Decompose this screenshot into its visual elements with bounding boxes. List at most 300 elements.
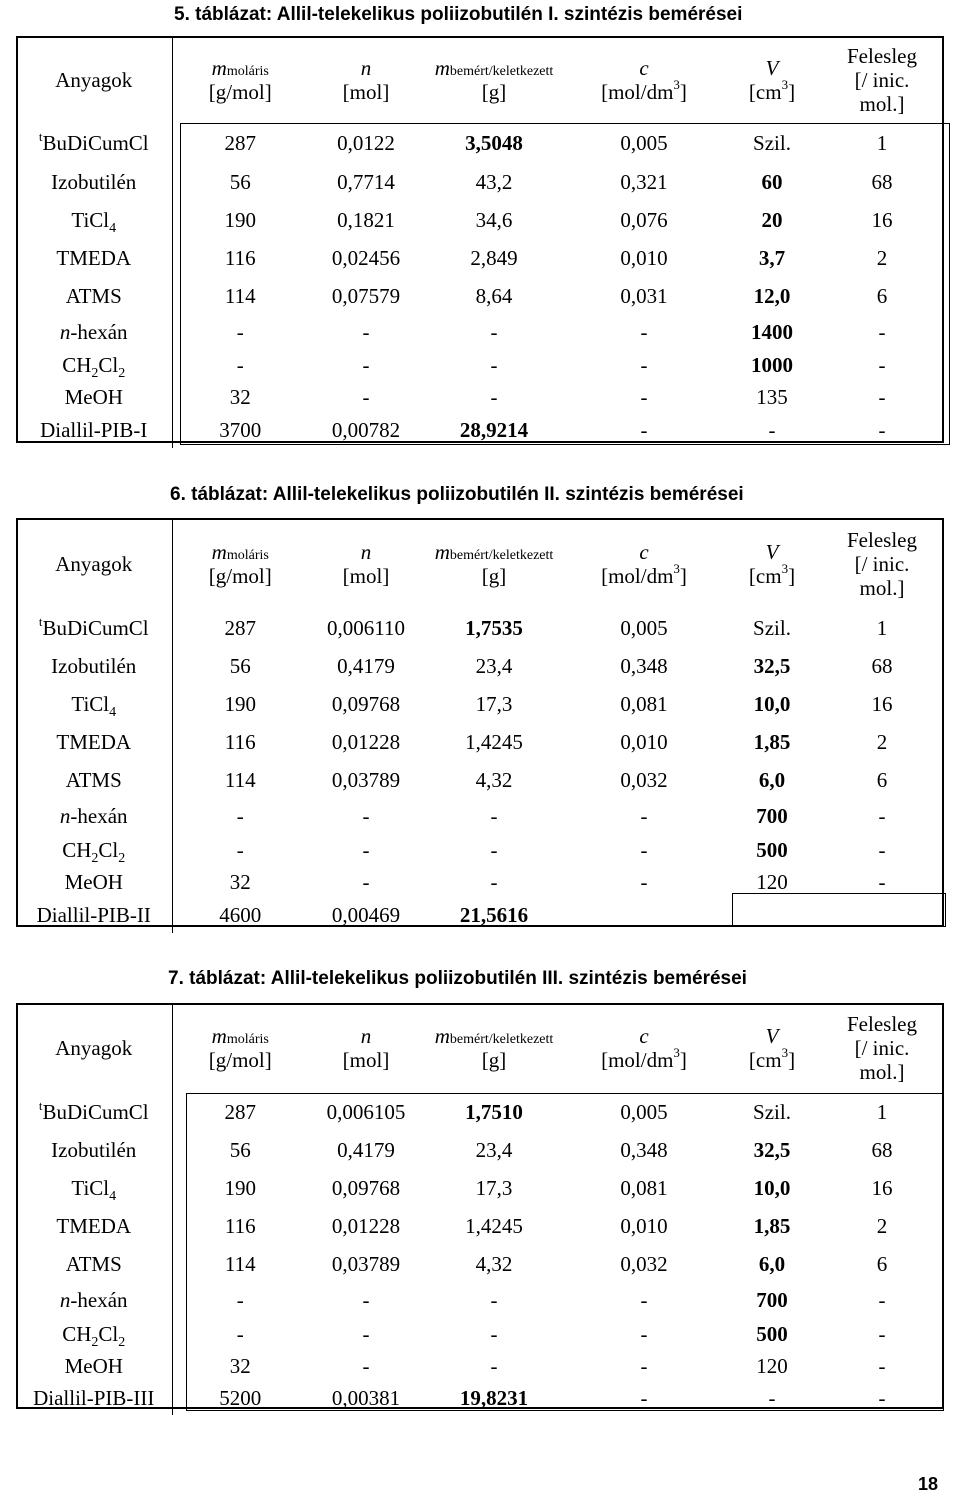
table-row (16, 1208, 944, 1246)
row-name-cell (16, 1132, 172, 1170)
row-name-cell (16, 1351, 172, 1383)
table-cell: 0,081 (620, 1176, 668, 1201)
table-cell: 2 (876, 1214, 888, 1239)
row-name-ticl4-sub: 4 (109, 705, 117, 721)
row-name-cell (16, 762, 172, 800)
header-c-unit-close: ] (679, 80, 687, 104)
table-row (16, 240, 944, 278)
header-m-letter: m (211, 55, 227, 80)
table-cell: - (878, 1321, 886, 1346)
table-cell: 1,85 (753, 1214, 791, 1239)
table-cell: 32 (229, 870, 251, 895)
table-row (16, 1318, 944, 1351)
header-felesleg-unit: [/ inic. (854, 1035, 910, 1060)
table-cell: 0,01228 (331, 730, 401, 755)
table-row (16, 164, 944, 202)
table-cell: 4600 (219, 903, 262, 928)
table-cell: - (236, 804, 244, 829)
table-cell: 0,01228 (331, 1214, 401, 1239)
table-cell: 17,3 (475, 692, 513, 717)
row-name-cell (16, 124, 172, 164)
header-cell (308, 518, 424, 610)
header-v-sup: 3 (781, 561, 789, 576)
table-cell: 1,7535 (465, 616, 523, 641)
table-cell: 34,6 (475, 208, 513, 233)
header-cell (424, 518, 564, 610)
table-cell: 0,09768 (331, 692, 401, 717)
table-cell: - (878, 385, 886, 410)
page-number: 18 (918, 1474, 939, 1494)
header-c-unit: [mol/dm (601, 564, 674, 588)
table-caption: 5. táblázat: Allil-telekelikus poliizobutilén I. szintézis bemérései (174, 4, 743, 25)
row-name-budicumcl: BuDiCumCl (42, 1099, 149, 1124)
table-cell: - (878, 352, 886, 377)
header-cell (564, 36, 724, 124)
header-felesleg: Felesleg (847, 527, 917, 552)
table-cell: - (878, 837, 886, 862)
table-cell: - (490, 1354, 498, 1379)
table-cell: - (490, 1288, 498, 1313)
row-name-ch2cl2: CH (62, 352, 92, 377)
table-cell: 116 (224, 1214, 256, 1239)
table-cell: 1,7510 (465, 1099, 523, 1124)
row-name-atms: ATMS (65, 768, 122, 793)
table-cell: - (640, 1288, 648, 1313)
header-cell (16, 518, 172, 610)
table-cell: 120 (756, 870, 788, 895)
table-cell: 1,85 (753, 730, 791, 755)
table-cell: 287 (224, 131, 256, 156)
table-cell: 0,076 (620, 208, 668, 233)
table-cell: 287 (224, 616, 256, 641)
table-cell: 23,4 (475, 654, 513, 679)
table-cell: 0,032 (620, 1252, 668, 1277)
row-name-ticl4: TiCl (71, 208, 110, 233)
header-cell (172, 1003, 308, 1093)
row-name-budicumcl: BuDiCumCl (42, 616, 149, 641)
table-cell: 4,32 (475, 768, 513, 793)
table-row (16, 610, 944, 648)
table-cell: 32 (229, 385, 251, 410)
header-c-unit: [mol/dm (601, 1048, 674, 1072)
table-row (16, 124, 944, 164)
table-cell: 0,00782 (331, 418, 401, 443)
table-row (16, 1093, 944, 1132)
table-cell: 43,2 (475, 170, 513, 195)
table-cell: 0,031 (620, 284, 668, 309)
table-cell: 190 (224, 1176, 256, 1201)
header-anyagok: Anyagok (55, 1035, 133, 1060)
table-cell: - (878, 1354, 886, 1379)
table-cell: 6 (876, 768, 888, 793)
table-cell: 0,010 (620, 246, 668, 271)
table-cell: - (490, 352, 498, 377)
table-cell: 0,005 (620, 1099, 668, 1124)
table-cell: - (362, 352, 370, 377)
header-cell (724, 36, 820, 124)
table-cell: 0,4179 (337, 1138, 395, 1163)
table-cell: 700 (756, 1288, 788, 1313)
table-cell: 0,032 (620, 768, 668, 793)
table-cell: 0,005 (620, 131, 668, 156)
header-v-unit: [cm (748, 564, 782, 588)
table-cell: 190 (224, 208, 256, 233)
row-name-ch2-sub: 2 (91, 850, 99, 866)
header-m-molaris-sub: moláris (226, 1031, 269, 1047)
table-row (16, 867, 944, 899)
header-c-sup: 3 (673, 561, 680, 576)
table-cell: - (640, 870, 648, 895)
row-name-ch2cl2: CH (62, 1321, 92, 1346)
table-cell: 0,010 (620, 1214, 668, 1239)
table-cell: 1 (876, 1099, 888, 1124)
data-table (16, 36, 945, 448)
header-cell (308, 36, 424, 124)
header-cell (724, 1003, 820, 1093)
header-c-letter: c (639, 1023, 649, 1048)
table-cell: - (878, 319, 886, 344)
table-cell: 2 (876, 246, 888, 271)
table-cell: 700 (756, 804, 788, 829)
table-cell: 287 (224, 1099, 256, 1124)
table-cell: 2 (876, 730, 888, 755)
header-felesleg: Felesleg (847, 43, 917, 68)
table-cell: - (640, 385, 648, 410)
table-cell: - (362, 319, 370, 344)
row-name-ch2cl2: CH (62, 837, 92, 862)
table-cell (564, 899, 724, 933)
row-name-cell (16, 648, 172, 686)
header-v-unit: [cm (748, 1048, 782, 1072)
row-name-cl: Cl (98, 837, 119, 862)
row-name-cell (16, 240, 172, 278)
header-n-letter: n (360, 1023, 372, 1048)
row-name-tmeda: TMEDA (56, 246, 132, 271)
row-name-meoh: MeOH (64, 870, 123, 895)
table-cell (724, 899, 820, 933)
table-cell: 1400 (751, 319, 793, 344)
row-name-cl2-sub: 2 (118, 365, 126, 381)
table-row (16, 382, 944, 414)
table-caption: 7. táblázat: Allil-telekelikus poliizobutilén III. szintézis bemérései (168, 968, 747, 989)
header-v-letter: V (765, 1023, 779, 1048)
header-m-bemert-sub: bemért/keletkezett (449, 1031, 554, 1047)
table-cell: 0,02456 (331, 246, 401, 271)
row-name-hexan-n: n (59, 1288, 71, 1313)
table-cell: - (362, 1354, 370, 1379)
row-name-cell (16, 1318, 172, 1351)
row-name-cell (16, 686, 172, 724)
table-cell: - (236, 319, 244, 344)
header-v-sup: 3 (781, 77, 789, 92)
table-cell: - (878, 804, 886, 829)
header-v-unit: [cm (748, 80, 782, 104)
header-v-unit-close: ] (788, 564, 796, 588)
header-c-unit: [mol/dm (601, 80, 674, 104)
header-m-bemert-unit: [g] (481, 564, 507, 588)
row-name-cell (16, 202, 172, 240)
header-cell (172, 518, 308, 610)
table-cell: 3700 (219, 418, 262, 443)
table-cell: 116 (224, 246, 256, 271)
table-cell: - (362, 385, 370, 410)
table-cell: 1,4245 (465, 730, 523, 755)
table-cell: 32,5 (753, 654, 791, 679)
header-cell (820, 36, 944, 124)
table-row (16, 1132, 944, 1170)
header-cell (564, 1003, 724, 1093)
table-cell: 56 (229, 170, 251, 195)
table-cell: - (490, 319, 498, 344)
row-name-izobutilen: Izobutilén (51, 654, 137, 679)
table-row (16, 1246, 944, 1284)
table-cell: - (640, 1386, 648, 1411)
table-cell: 1000 (751, 352, 793, 377)
header-cell (424, 1003, 564, 1093)
header-v-unit-close: ] (788, 1048, 796, 1072)
table-cell: 0,03789 (331, 1252, 401, 1277)
row-name-hexan: -hexán (70, 319, 128, 344)
table-cell: Szil. (753, 131, 791, 156)
table-cell: Szil. (753, 1099, 791, 1124)
header-c-unit-close: ] (679, 564, 687, 588)
table-cell: 0,09768 (331, 1176, 401, 1201)
header-cell (308, 1003, 424, 1093)
row-name-cell (16, 1093, 172, 1132)
table-cell: 0,081 (620, 692, 668, 717)
header-felesleg-unit-2: mol.] (859, 1060, 905, 1085)
table-cell: 500 (756, 1321, 788, 1346)
table-row (16, 1351, 944, 1383)
table-cell: 17,3 (475, 1176, 513, 1201)
table-cell: - (640, 352, 648, 377)
header-felesleg-unit-2: mol.] (859, 576, 905, 601)
row-name-ch2-sub: 2 (91, 1334, 99, 1350)
header-c-letter: c (639, 55, 649, 80)
table-cell: 0,07579 (331, 284, 401, 309)
table-cell: - (362, 1288, 370, 1313)
header-cell (820, 1003, 944, 1093)
table-cell: 0,0122 (337, 131, 395, 156)
table-cell: 0,005 (620, 616, 668, 641)
table-cell: 21,5616 (459, 903, 529, 928)
header-felesleg-unit: [/ inic. (854, 551, 910, 576)
table-cell: 28,9214 (459, 418, 529, 443)
table-cell: 12,0 (753, 284, 791, 309)
table-cell: 3,5048 (465, 131, 523, 156)
header-m-molaris-unit: [g/mol] (208, 564, 272, 588)
row-name-ticl4: TiCl (71, 1176, 110, 1201)
header-cell (424, 36, 564, 124)
row-name-product: Diallil-PIB-I (40, 418, 148, 443)
row-name-product: Diallil-PIB-III (33, 1386, 155, 1411)
table-cell: - (878, 418, 886, 443)
header-n-letter: n (360, 539, 372, 564)
table-cell: - (362, 804, 370, 829)
row-name-ticl4: TiCl (71, 692, 110, 717)
table-cell: - (236, 1321, 244, 1346)
row-name-izobutilen: Izobutilén (51, 1138, 137, 1163)
header-c-letter: c (639, 539, 649, 564)
header-m-letter: m (211, 1023, 227, 1048)
header-m-bemert-unit: [g] (481, 1048, 507, 1072)
table-cell: - (490, 870, 498, 895)
data-table (16, 518, 945, 933)
table-row (16, 1383, 944, 1415)
table-cell: 19,8231 (459, 1386, 529, 1411)
table-cell: - (236, 352, 244, 377)
table-cell: 114 (224, 1252, 256, 1277)
table-cell: 68 (871, 1138, 893, 1163)
row-name-cell (16, 349, 172, 382)
table-row (16, 278, 944, 316)
header-m-molaris-unit: [g/mol] (208, 80, 272, 104)
data-table (16, 1003, 945, 1415)
table-cell: 68 (871, 170, 893, 195)
table-cell: - (640, 319, 648, 344)
header-v-unit-close: ] (788, 80, 796, 104)
table-cell: 3,7 (758, 246, 786, 271)
header-m-bemert-letter: m (434, 539, 450, 564)
row-name-ch2-sub: 2 (91, 365, 99, 381)
row-name-budicumcl: BuDiCumCl (42, 131, 149, 156)
table-cell: 56 (229, 654, 251, 679)
table-cell: 0,00381 (331, 1386, 401, 1411)
table-row (16, 834, 944, 867)
header-m-bemert-letter: m (434, 1023, 450, 1048)
table-cell: 0,006105 (326, 1099, 406, 1124)
table-cell: 60 (761, 170, 783, 195)
header-m-bemert-letter: m (434, 55, 450, 80)
table-cell: 16 (871, 692, 893, 717)
table-caption: 6. táblázat: Allil-telekelikus poliizobutilén II. szintézis bemérései (170, 484, 744, 505)
row-name-cell (16, 867, 172, 899)
header-c-sup: 3 (673, 77, 680, 92)
table-header-row (16, 36, 944, 124)
table-cell: - (640, 837, 648, 862)
table-cell: - (362, 1321, 370, 1346)
table-cell: - (236, 1288, 244, 1313)
table-cell: 20 (761, 208, 783, 233)
header-anyagok: Anyagok (55, 67, 133, 92)
row-name-cell (16, 382, 172, 414)
table-cell: 16 (871, 208, 893, 233)
table-cell: 6 (876, 284, 888, 309)
table-cell: - (878, 870, 886, 895)
table-cell: - (640, 1354, 648, 1379)
table-cell: 0,03789 (331, 768, 401, 793)
table-cell: 0,4179 (337, 654, 395, 679)
table-cell: 1 (876, 131, 888, 156)
row-name-cell (16, 834, 172, 867)
table-cell: - (236, 837, 244, 862)
table-cell: 4,32 (475, 1252, 513, 1277)
header-v-letter: V (765, 539, 779, 564)
table-cell: 23,4 (475, 1138, 513, 1163)
table-cell: 56 (229, 1138, 251, 1163)
header-m-molaris-sub: moláris (226, 547, 269, 563)
header-anyagok: Anyagok (55, 551, 133, 576)
table-cell: Szil. (753, 616, 791, 641)
row-name-tmeda: TMEDA (56, 730, 132, 755)
table-row (16, 899, 944, 933)
table-row (16, 202, 944, 240)
row-name-cl: Cl (98, 1321, 119, 1346)
header-m-molaris-unit: [g/mol] (208, 1048, 272, 1072)
header-m-letter: m (211, 539, 227, 564)
table-cell: 10,0 (753, 1176, 791, 1201)
row-name-ticl4-sub: 4 (109, 221, 117, 237)
header-n-unit: [mol] (342, 564, 390, 588)
table-cell: 0,1821 (337, 208, 395, 233)
table-cell: 6,0 (758, 768, 786, 793)
header-n-unit: [mol] (342, 1048, 390, 1072)
header-cell (820, 518, 944, 610)
row-name-cell (16, 899, 172, 933)
row-name-cell (16, 1170, 172, 1208)
header-cell (724, 518, 820, 610)
header-m-bemert-sub: bemért/keletkezett (449, 63, 554, 79)
header-n-letter: n (360, 55, 372, 80)
table-cell: - (878, 1288, 886, 1313)
table-cell: - (640, 804, 648, 829)
table-cell: 500 (756, 837, 788, 862)
row-name-meoh: MeOH (64, 1354, 123, 1379)
tert-prefix: t (38, 129, 43, 145)
table-row (16, 1170, 944, 1208)
table-cell: 120 (756, 1354, 788, 1379)
table-cell: 10,0 (753, 692, 791, 717)
table-cell: 6 (876, 1252, 888, 1277)
tert-prefix: t (38, 614, 43, 630)
table-row (16, 800, 944, 834)
table-cell: 0,006110 (327, 616, 405, 641)
row-name-cell (16, 1284, 172, 1318)
table-cell: 6,0 (758, 1252, 786, 1277)
table-cell: 0,00469 (331, 903, 401, 928)
table-row (16, 648, 944, 686)
table-cell: 114 (224, 284, 256, 309)
row-name-hexan-n: n (59, 804, 71, 829)
row-name-cell (16, 724, 172, 762)
header-m-bemert-unit: [g] (481, 80, 507, 104)
row-name-hexan: -hexán (70, 804, 128, 829)
header-felesleg-unit: [/ inic. (854, 67, 910, 92)
table-row (16, 724, 944, 762)
table-cell: - (768, 418, 776, 443)
table-cell: 0,010 (620, 730, 668, 755)
table-cell: - (490, 837, 498, 862)
table-row (16, 1284, 944, 1318)
table-cell: 116 (224, 730, 256, 755)
header-m-bemert-sub: bemért/keletkezett (449, 547, 554, 563)
row-name-izobutilen: Izobutilén (51, 170, 137, 195)
row-name-cell (16, 1208, 172, 1246)
table-cell: 32 (229, 1354, 251, 1379)
header-n-unit: [mol] (342, 80, 390, 104)
row-name-product: Diallil-PIB-II (36, 903, 151, 928)
table-cell: - (362, 837, 370, 862)
row-name-cell (16, 1246, 172, 1284)
table-cell: 8,64 (475, 284, 513, 309)
table-cell: - (362, 870, 370, 895)
table-row (16, 762, 944, 800)
table-cell: - (640, 418, 648, 443)
table-cell: 0,348 (620, 654, 668, 679)
table-cell: 1,4245 (465, 1214, 523, 1239)
table-row (16, 316, 944, 349)
table-cell: - (490, 1321, 498, 1346)
